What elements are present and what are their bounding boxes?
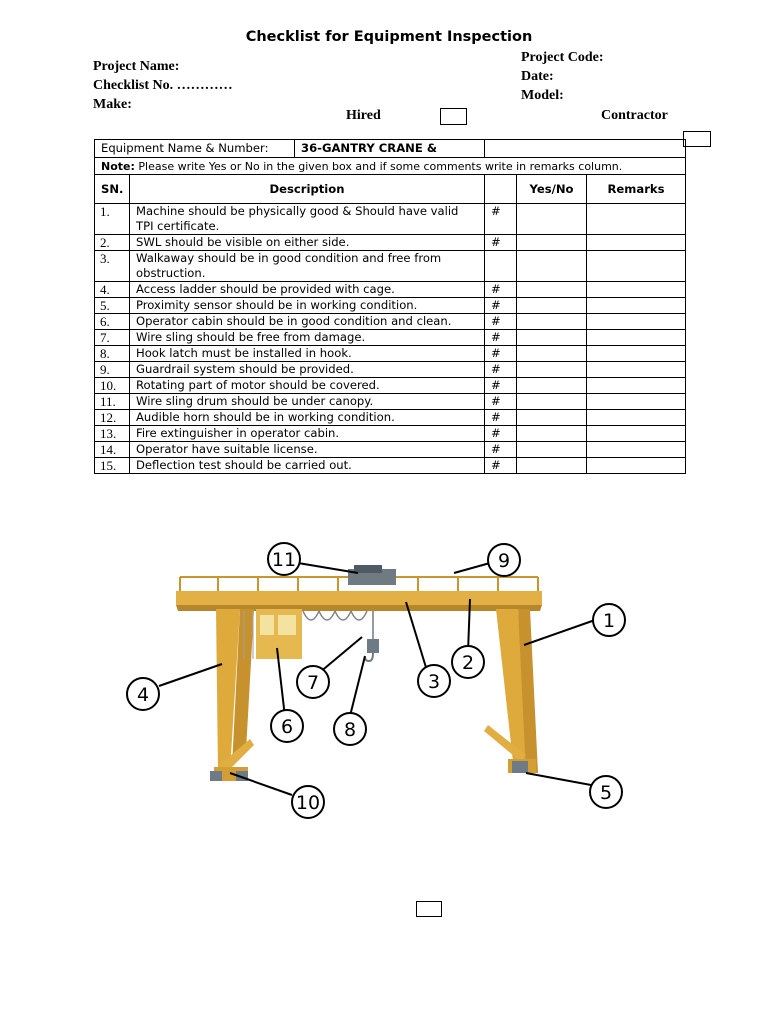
row-yes-no-cell[interactable] — [517, 251, 587, 282]
row-remarks-cell[interactable] — [587, 394, 686, 410]
row-mark: # — [485, 282, 517, 298]
row-description: Deflection test should be carried out. — [130, 458, 485, 474]
note-row — [95, 158, 686, 175]
callout-label: 4 — [136, 684, 150, 706]
row-yes-no-cell[interactable] — [517, 458, 587, 474]
table-row — [95, 362, 686, 378]
make-label: Make: — [93, 97, 132, 112]
row-description: Fire extinguisher in operator cabin. — [130, 426, 485, 442]
callout-label: 9 — [497, 550, 511, 572]
page-checkbox[interactable] — [416, 901, 442, 917]
table-row — [95, 346, 686, 362]
callout-label: 10 — [295, 792, 321, 814]
crane-illustration — [176, 565, 542, 781]
row-description: Operator cabin should be in good condition and clean. — [130, 314, 485, 330]
callout-label: 11 — [271, 549, 297, 571]
column-header-sn: SN. — [95, 175, 130, 204]
row-remarks-cell[interactable] — [587, 204, 686, 235]
row-remarks-cell[interactable] — [587, 410, 686, 426]
table-row — [95, 314, 686, 330]
table-row — [95, 394, 686, 410]
row-description: Hook latch must be installed in hook. — [130, 346, 485, 362]
table-row — [95, 410, 686, 426]
row-yes-no-cell[interactable] — [517, 314, 587, 330]
row-sn: 9. — [95, 362, 130, 378]
equipment-row — [95, 140, 485, 158]
row-sn: 12. — [95, 410, 130, 426]
row-mark: # — [485, 314, 517, 330]
project-code-label: Project Code: — [521, 50, 604, 65]
row-remarks-cell[interactable] — [587, 282, 686, 298]
row-mark: # — [485, 378, 517, 394]
row-sn: 2. — [95, 235, 130, 251]
row-remarks-cell[interactable] — [587, 314, 686, 330]
row-description: Wire sling drum should be under canopy. — [130, 394, 485, 410]
callout-label: 8 — [343, 719, 357, 741]
column-header-remarks: Remarks — [587, 175, 686, 204]
row-remarks-cell[interactable] — [587, 442, 686, 458]
row-remarks-cell[interactable] — [587, 458, 686, 474]
row-sn: 14. — [95, 442, 130, 458]
row-yes-no-cell[interactable] — [517, 426, 587, 442]
row-remarks-cell[interactable] — [587, 330, 686, 346]
row-mark: # — [485, 458, 517, 474]
note-text: Please write Yes or No in the given box and if some comments write in remarks column. — [134, 159, 623, 173]
hired-label: Hired — [346, 108, 381, 123]
column-header-mark — [485, 175, 517, 204]
note-label: Note: — [101, 159, 135, 173]
checklist-no-label: Checklist No. ………… — [93, 78, 233, 93]
row-yes-no-cell[interactable] — [517, 235, 587, 251]
column-header-yes-no: Yes/No — [517, 175, 587, 204]
row-mark: # — [485, 410, 517, 426]
row-description: Audible horn should be in working condition. — [130, 410, 485, 426]
row-remarks-cell[interactable] — [587, 362, 686, 378]
row-mark: # — [485, 298, 517, 314]
row-yes-no-cell[interactable] — [517, 298, 587, 314]
equipment-label: Equipment Name & Number: — [95, 140, 295, 157]
row-description: Operator have suitable license. — [130, 442, 485, 458]
row-mark: # — [485, 394, 517, 410]
table-row — [95, 378, 686, 394]
project-name-label: Project Name: — [93, 59, 180, 74]
row-sn: 15. — [95, 458, 130, 474]
contractor-checkbox[interactable] — [683, 131, 711, 147]
inspection-table — [94, 139, 686, 474]
callout-label: 3 — [427, 671, 441, 693]
column-header-description: Description — [130, 175, 485, 204]
gantry-crane-diagram — [118, 541, 646, 831]
callout-label: 6 — [280, 716, 294, 738]
row-sn: 8. — [95, 346, 130, 362]
date-label: Date: — [521, 69, 554, 84]
row-yes-no-cell[interactable] — [517, 346, 587, 362]
row-sn: 6. — [95, 314, 130, 330]
row-sn: 5. — [95, 298, 130, 314]
row-yes-no-cell[interactable] — [517, 378, 587, 394]
row-mark: # — [485, 442, 517, 458]
row-remarks-cell[interactable] — [587, 346, 686, 362]
row-remarks-cell[interactable] — [587, 298, 686, 314]
row-description: Guardrail system should be provided. — [130, 362, 485, 378]
row-mark: # — [485, 362, 517, 378]
row-yes-no-cell[interactable] — [517, 204, 587, 235]
equipment-value: 36-GANTRY CRANE & — [301, 141, 437, 155]
hired-checkbox[interactable] — [440, 108, 467, 125]
callout-label: 5 — [599, 782, 613, 804]
row-description: SWL should be visible on either side. — [130, 235, 485, 251]
row-yes-no-cell[interactable] — [517, 394, 587, 410]
table-row — [95, 251, 686, 282]
row-remarks-cell[interactable] — [587, 426, 686, 442]
row-sn: 4. — [95, 282, 130, 298]
table-row — [95, 458, 686, 474]
row-sn: 1. — [95, 204, 130, 235]
table-row — [95, 442, 686, 458]
row-remarks-cell[interactable] — [587, 378, 686, 394]
row-description: Wire sling should be free from damage. — [130, 330, 485, 346]
row-mark: # — [485, 346, 517, 362]
row-mark: # — [485, 330, 517, 346]
row-mark: # — [485, 426, 517, 442]
table-row — [95, 282, 686, 298]
table-row — [95, 426, 686, 442]
row-sn: 10. — [95, 378, 130, 394]
row-sn: 11. — [95, 394, 130, 410]
table-row — [95, 235, 686, 251]
contractor-label: Contractor — [601, 108, 668, 123]
row-sn: 3. — [95, 251, 130, 282]
row-description: Access ladder should be provided with cage. — [130, 282, 485, 298]
row-yes-no-cell[interactable] — [517, 282, 587, 298]
model-label: Model: — [521, 88, 564, 103]
row-yes-no-cell[interactable] — [517, 410, 587, 426]
row-description: Proximity sensor should be in working condition. — [130, 298, 485, 314]
row-remarks-cell[interactable] — [587, 235, 686, 251]
row-description: Machine should be physically good & Should have valid TPI certificate. — [130, 204, 485, 235]
row-description: Rotating part of motor should be covered. — [130, 378, 485, 394]
row-sn: 13. — [95, 426, 130, 442]
row-mark: # — [485, 235, 517, 251]
callout-label: 2 — [461, 652, 475, 674]
table-row — [95, 298, 686, 314]
table-row — [95, 330, 686, 346]
row-yes-no-cell[interactable] — [517, 330, 587, 346]
row-mark — [485, 251, 517, 282]
row-mark: # — [485, 204, 517, 235]
callout-label: 1 — [602, 610, 616, 632]
table-row — [95, 204, 686, 235]
row-description: Walkaway should be in good condition and free from obstruction. — [130, 251, 485, 282]
row-yes-no-cell[interactable] — [517, 362, 587, 378]
row-sn: 7. — [95, 330, 130, 346]
row-remarks-cell[interactable] — [587, 251, 686, 282]
row-yes-no-cell[interactable] — [517, 442, 587, 458]
callout-label: 7 — [306, 672, 320, 694]
page-title: Checklist for Equipment Inspection — [245, 29, 533, 45]
